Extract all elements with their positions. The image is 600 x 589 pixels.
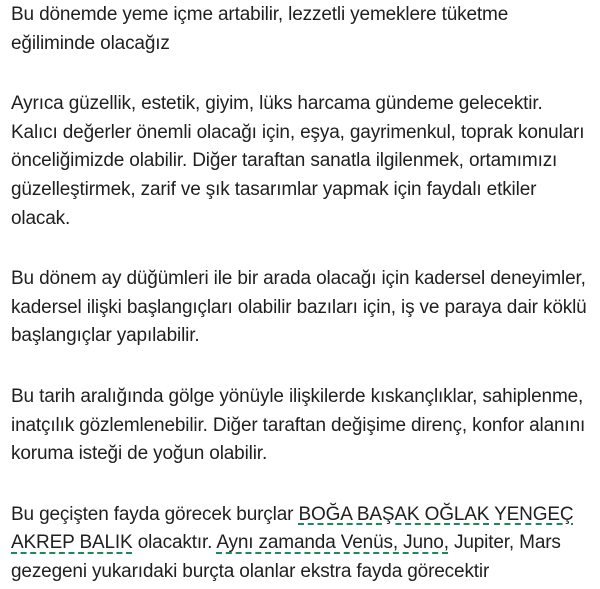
paragraph-shadow-side: Bu tarih aralığında gölge yönüyle ilişkilerde kıskançlıklar, sahiplenme, inatçılık gözlemlenebilir. Diğer taraftan değişime direnç, konfor alanını koruma isteği de yoğun olabilir. — [11, 385, 586, 465]
signs-underlined-1: BOĞA BAŞAK OĞLAK — [298, 503, 490, 525]
paragraph-beauty: Ayrıca güzellik, estetik, giyim, lüks harcama gündeme gelecektir. Kalıcı değerler önemli olacağı için, eşya, gayrimenkul, toprak konuları önceliğimizde olabilir. Diğer taraftan sanatla ilgilenmek, ortamımızı güzelleştirmek, zarif ve şık tasarımlar yapmak için faydalı etkiler olacak. — [11, 93, 585, 229]
signs-underlined-2: YENGEÇ AKREP BALIK — [11, 503, 574, 554]
benefit-tail-text: Jupiter, Mars gezegeni yukarıdaki burçta olanlar ekstra fayda görecektir — [11, 532, 561, 582]
benefit-middle-text: olacaktır. — [132, 532, 217, 554]
planets-underlined: Aynı zamanda Venüs, Juno, — [216, 532, 449, 554]
paragraph-lunar-nodes: Bu dönem ay düğümleri ile bir arada olacağı için kadersel deneyimler, kadersel ilişki başlangıçları olabilir bazıları için, iş ve paraya dair köklü başlangıçlar yapılabilir. — [11, 268, 587, 347]
benefit-lead-text: Bu geçişten fayda görecek burçlar — [11, 503, 299, 525]
paragraph-eating: Bu dönemde yeme içme artabilir, lezzetli yemeklere tüketme eğiliminde olacağız — [11, 4, 509, 54]
paragraph-benefiting-signs — [11, 501, 590, 587]
